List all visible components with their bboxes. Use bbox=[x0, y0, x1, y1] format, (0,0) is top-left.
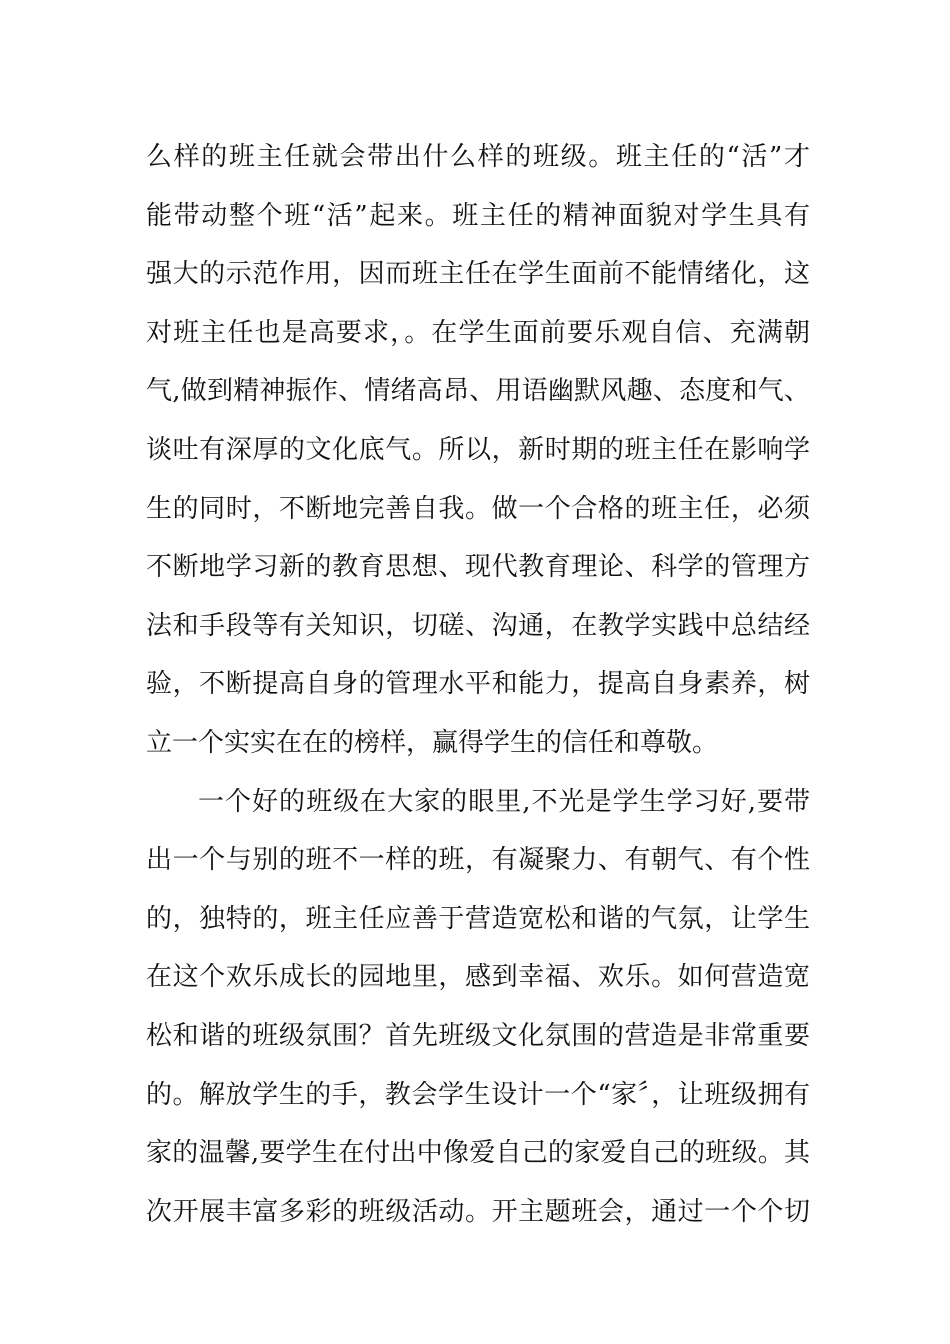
text-line: 生的同时，不断地完善自我。做一个合格的班主任，必须 bbox=[146, 493, 810, 524]
text-line: 的。解放学生的手，教会学生设计一个“家〞，让班级拥有 bbox=[146, 1079, 810, 1110]
text-line: 验，不断提高自身的管理水平和能力，提高自身素养，树 bbox=[146, 669, 810, 700]
text-line: 对班主任也是高要求，。在学生面前要乐观自信、充满朝 bbox=[146, 317, 810, 348]
text-line: 松和谐的班级氛围？首先班级文化氛围的营造是非常重要 bbox=[146, 1020, 810, 1051]
text-line: 次开展丰富多彩的班级活动。开主题班会，通过一个个切 bbox=[146, 1196, 810, 1227]
paragraph-end-line: 立一个实实在在的榜样，赢得学生的信任和尊敬。 bbox=[146, 727, 719, 758]
text-line: 家的温馨,要学生在付出中像爱自己的家爱自己的班级。其 bbox=[146, 1138, 810, 1169]
text-line: 强大的示范作用，因而班主任在学生面前不能情绪化，这 bbox=[146, 259, 810, 290]
text-line: 出一个与别的班不一样的班，有凝聚力、有朝气、有个性 bbox=[146, 845, 810, 876]
text-line: 气,做到精神振作、情绪高昂、用语幽默风趣、态度和气、 bbox=[146, 376, 810, 407]
text-line: 谈吐有深厚的文化底气。所以，新时期的班主任在影响学 bbox=[146, 434, 810, 465]
text-line: 不断地学习新的教育思想、现代教育理论、科学的管理方 bbox=[146, 552, 810, 583]
text-line: 法和手段等有关知识，切磋、沟通，在教学实践中总结经 bbox=[146, 610, 810, 641]
text-line: 的，独特的，班主任应善于营造宽松和谐的气氛，让学生 bbox=[146, 903, 810, 934]
text-line: 么样的班主任就会带出什么样的班级。班主任的“活”才 bbox=[146, 142, 810, 172]
paragraph-first-line: 一个好的班级在大家的眼里,不光是学生学习好,要带 bbox=[198, 786, 810, 817]
text-line: 在这个欢乐成长的园地里，感到幸福、欢乐。如何营造宽 bbox=[146, 962, 810, 993]
body-text bbox=[146, 128, 810, 1241]
text-line: 能带动整个班“活”起来。班主任的精神面貌对学生具有 bbox=[146, 200, 810, 231]
